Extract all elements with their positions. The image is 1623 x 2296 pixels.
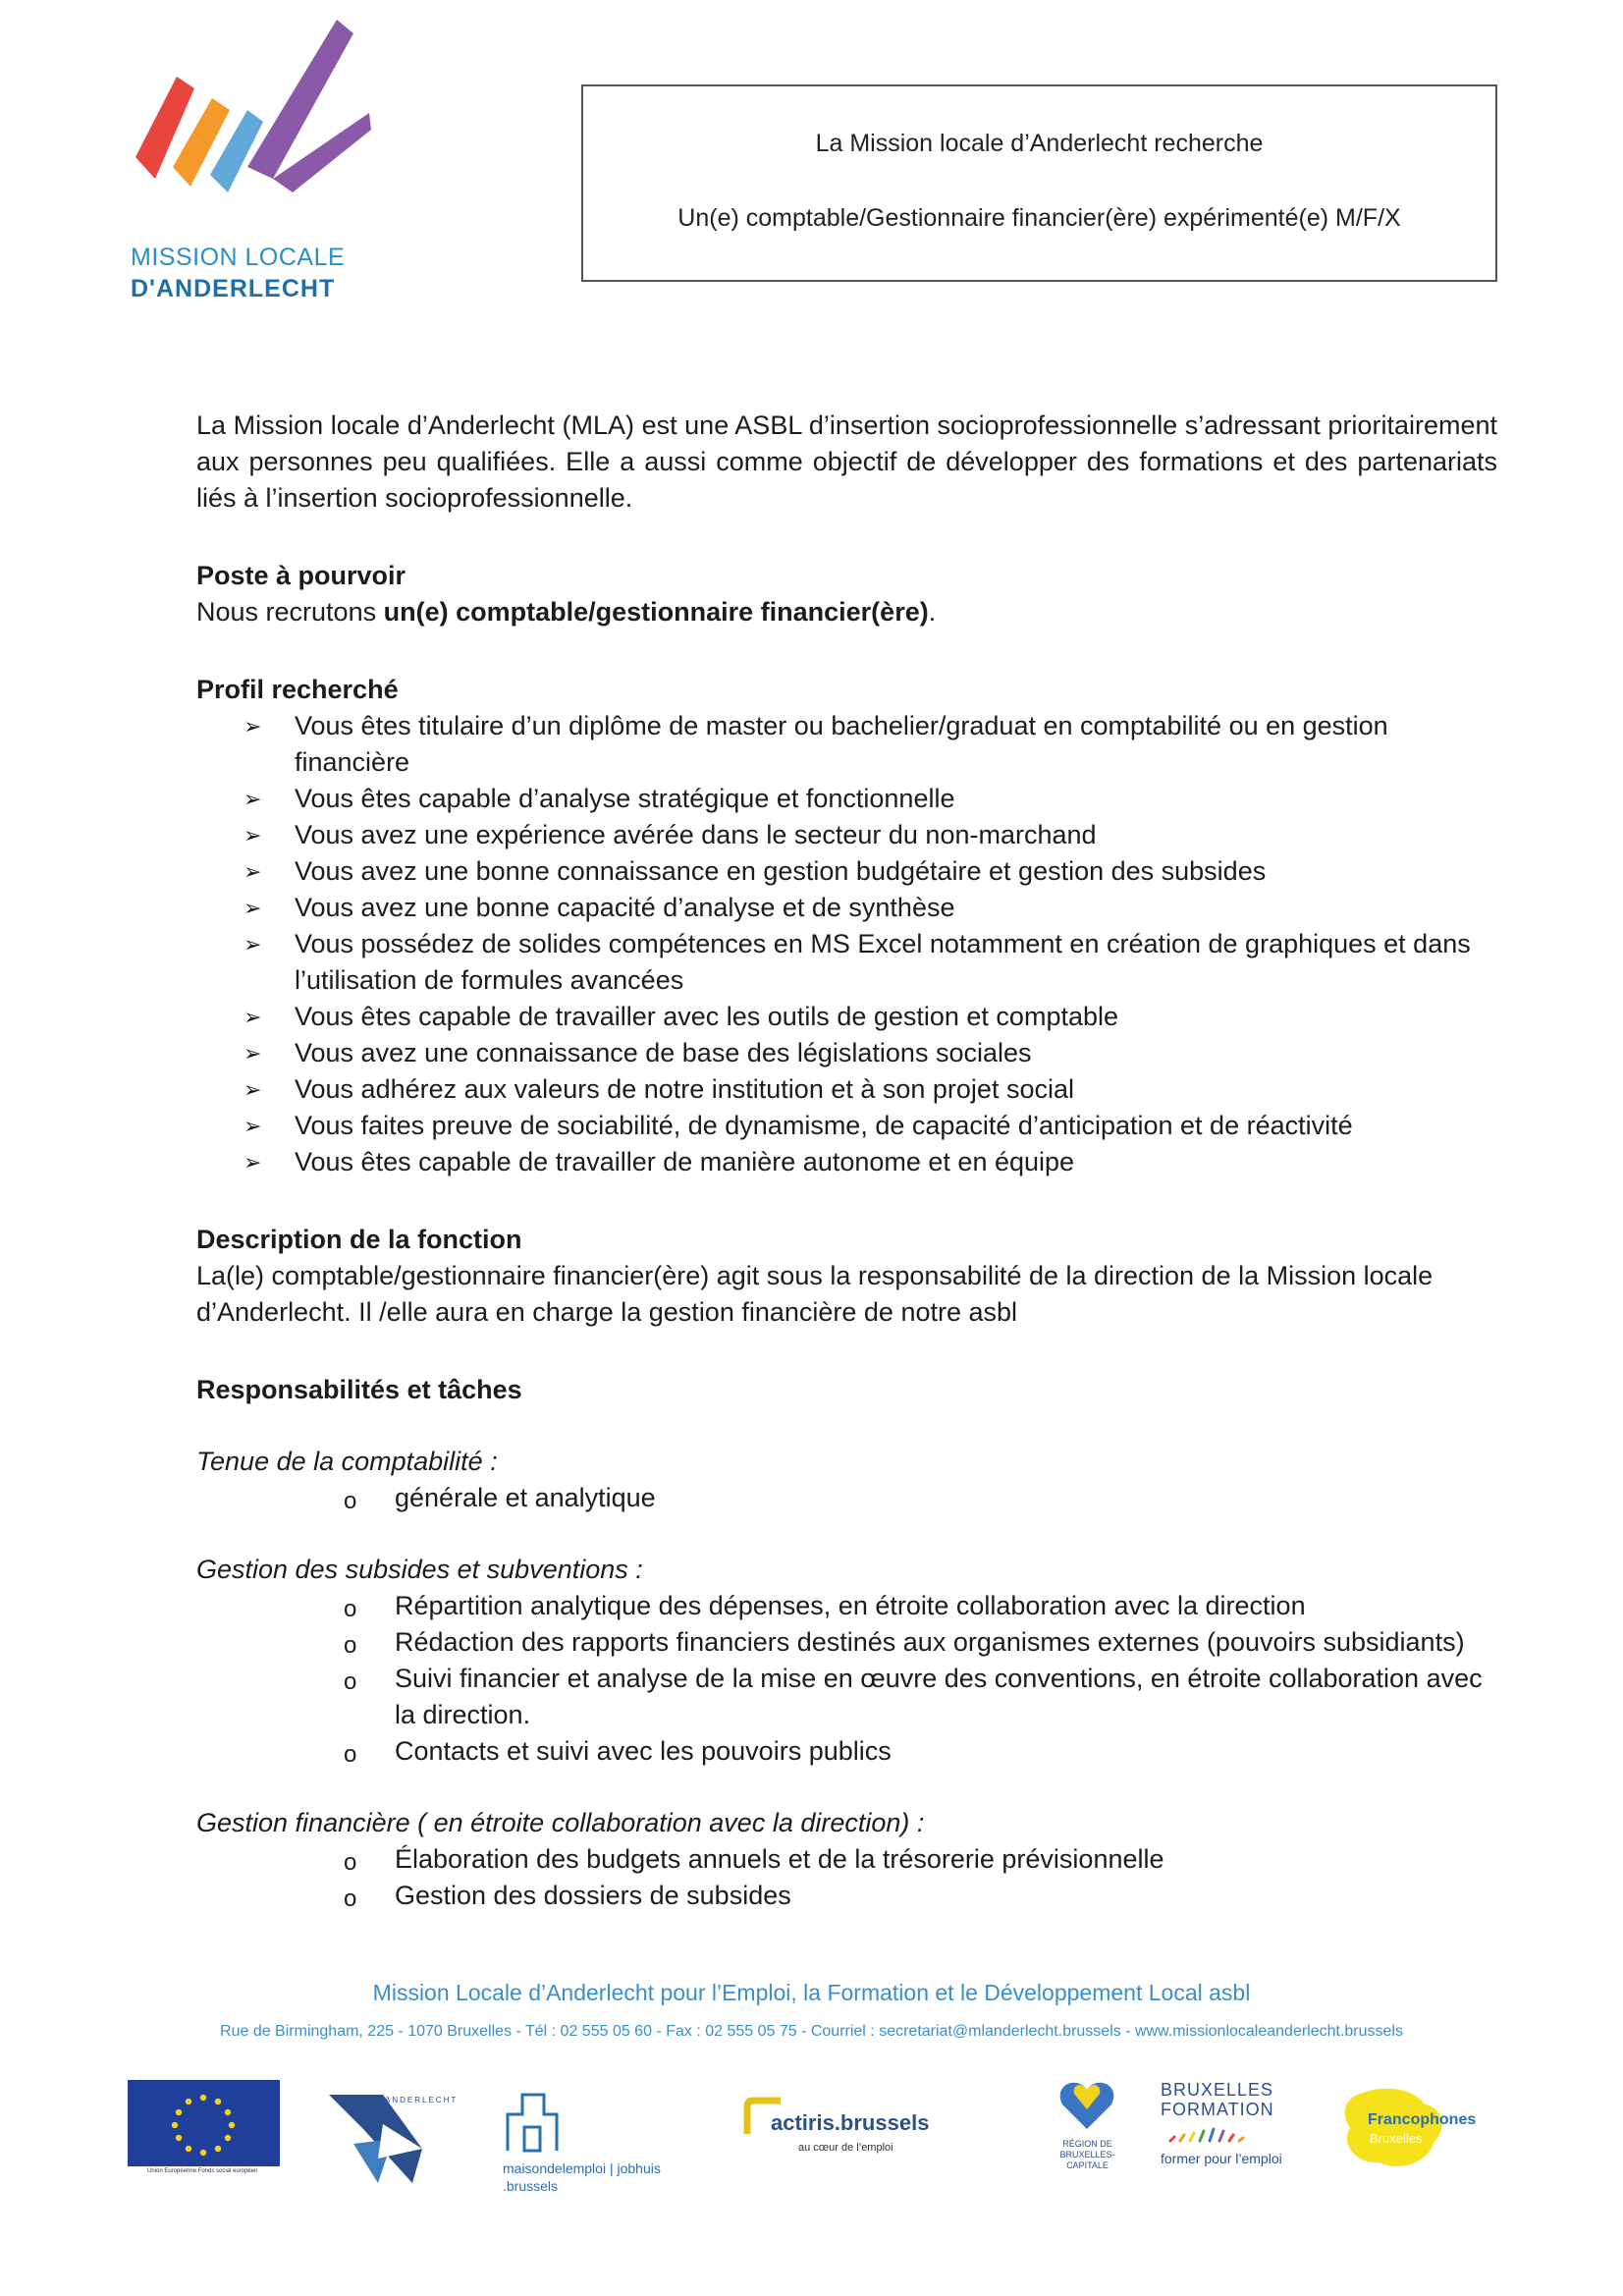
profil-heading: Profil recherché [196, 675, 399, 704]
mde-line-1: maisondelemploi | jobhuis [503, 2160, 661, 2176]
francophones-bruxelles-logo [1340, 2084, 1512, 2177]
list-item-text: Vous adhérez aux valeurs de notre institution et à son projet social [295, 1074, 1074, 1104]
arrowhead-bullet-icon: ➢ [243, 714, 262, 738]
actiris-wordmark: actiris.brussels [771, 2110, 930, 2135]
circle-bullet-icon: o [344, 1668, 357, 1695]
logo-wordmark [131, 242, 345, 304]
list-item [243, 926, 1497, 999]
list-item [344, 1588, 1497, 1624]
bf-line-2: FORMATION [1161, 2100, 1274, 2119]
arrowhead-bullet-icon: ➢ [243, 1077, 262, 1102]
circle-bullet-icon: o [344, 1632, 357, 1659]
list-item-text: générale et analytique [395, 1483, 656, 1512]
circle-bullet-icon: o [344, 1488, 357, 1514]
list-item [243, 1108, 1497, 1144]
list-item-text: Vous avez une bonne connaissance en gestion budgétaire et gestion des subsides [295, 856, 1267, 886]
circle-bullet-icon: o [344, 1886, 357, 1912]
anderlecht-commune-logo [324, 2090, 471, 2188]
poste-text-suffix: . [928, 597, 937, 627]
description-heading: Description de la fonction [196, 1225, 522, 1254]
arrowhead-bullet-icon: ➢ [243, 1005, 262, 1029]
list-item-text: Répartition analytique des dépenses, en étroite collaboration avec la direction [395, 1591, 1306, 1620]
arrowhead-bullet-icon: ➢ [243, 1114, 262, 1138]
list-item [243, 817, 1497, 853]
arrowhead-bullet-icon: ➢ [243, 823, 262, 847]
group-title-financiere: Gestion financière ( en étroite collaboration avec la direction) : [196, 1808, 925, 1837]
mission-locale-logo-icon [126, 20, 371, 228]
circle-bullet-icon: o [344, 1741, 357, 1768]
list-item-text: Suivi financier et analyse de la mise en œuvre des conventions, en étroite collaboration avec la direction. [395, 1664, 1483, 1729]
responsabilites-heading: Responsabilités et tâches [196, 1375, 522, 1404]
mde-line-2: .brussels [503, 2178, 559, 2194]
list-item [344, 1480, 1497, 1516]
list-item-text: Vous êtes titulaire d’un diplôme de master ou bachelier/graduat en comptabilité ou en gestion financière [295, 711, 1388, 777]
eu-flag-logo [128, 2080, 280, 2188]
logo-line-2: D'ANDERLECHT [131, 275, 336, 302]
actiris-logo [743, 2097, 984, 2165]
list-item [243, 853, 1497, 890]
list-item [243, 708, 1497, 781]
title-line-1: La Mission locale d’Anderlecht recherche [815, 130, 1264, 157]
list-item [243, 1144, 1497, 1180]
arrowhead-bullet-icon: ➢ [243, 859, 262, 884]
franco-sub: Bruxelles [1370, 2131, 1423, 2146]
franco-wordmark: Francophones [1368, 2111, 1477, 2128]
title-box [581, 84, 1497, 282]
list-item-text: Élaboration des budgets annuels et de la trésorerie prévisionnelle [395, 1844, 1164, 1874]
description-text: La(le) comptable/gestionnaire financier(ère) agit sous la responsabilité de la direction de la Mission locale d’Anderlecht. Il /elle aura en charge la gestion financière de notre asbl [196, 1261, 1434, 1327]
list-item [344, 1733, 1497, 1770]
title-line-2: Un(e) comptable/Gestionnaire financier(ère) expérimenté(e) M/F/X [677, 204, 1401, 232]
bf-line-1: BRUXELLES [1161, 2080, 1274, 2100]
financiere-list [196, 1841, 1497, 1914]
list-item [344, 1841, 1497, 1878]
region-bruxelles-logo [1021, 2080, 1154, 2198]
arrowhead-bullet-icon: ➢ [243, 1150, 262, 1175]
list-item-text: Vous avez une expérience avérée dans le secteur du non-marchand [295, 820, 1097, 849]
list-item [344, 1661, 1497, 1733]
comptabilite-list [196, 1480, 1497, 1516]
poste-text [196, 594, 1497, 630]
region-line-1: RÉGION DE [1062, 2139, 1112, 2149]
list-item-text: Vous êtes capable d’analyse stratégique et fonctionnelle [295, 784, 955, 813]
poste-heading: Poste à pourvoir [196, 561, 406, 590]
list-item-text: Vous êtes capable de travailler avec les outils de gestion et comptable [295, 1002, 1119, 1031]
list-item-text: Vous êtes capable de travailler de manière autonome et en équipe [295, 1147, 1075, 1176]
list-item-text: Vous faites preuve de sociabilité, de dynamisme, de capacité d’anticipation et de réactivité [295, 1111, 1353, 1140]
group-title-subsides: Gestion des subsides et subventions : [196, 1555, 643, 1584]
maison-emploi-logo [503, 2090, 704, 2198]
profil-list [196, 708, 1497, 1180]
region-caption [1021, 2139, 1154, 2171]
list-item [243, 1035, 1497, 1071]
logo-line-1: MISSION LOCALE [131, 244, 346, 271]
arrowhead-bullet-icon: ➢ [243, 932, 262, 957]
list-item [243, 1071, 1497, 1108]
bruxelles-formation-logo [1157, 2080, 1294, 2183]
subsides-list [196, 1588, 1497, 1770]
bf-dashes-icon [1166, 2125, 1255, 2145]
list-item-text: Vous avez une bonne capacité d’analyse et de synthèse [295, 893, 955, 922]
circle-bullet-icon: o [344, 1596, 357, 1622]
bf-tagline: former pour l’emploi [1161, 2151, 1282, 2166]
list-item [344, 1624, 1497, 1661]
job-description-body [196, 408, 1497, 1914]
list-item [344, 1878, 1497, 1914]
region-line-2: BRUXELLES- [1059, 2150, 1115, 2159]
actiris-tagline: au cœur de l’emploi [798, 2142, 893, 2154]
arrowhead-bullet-icon: ➢ [243, 896, 262, 920]
list-item [243, 999, 1497, 1035]
circle-bullet-icon: o [344, 1849, 357, 1876]
arrowhead-bullet-icon: ➢ [243, 787, 262, 811]
footer-organization: Mission Locale d’Anderlecht pour l’Emploi, la Formation et le Développement Local asbl [372, 1980, 1251, 2005]
list-item-text: Contacts et suivi avec les pouvoirs publics [395, 1736, 892, 1766]
arrowhead-bullet-icon: ➢ [243, 1041, 262, 1066]
list-item [243, 781, 1497, 817]
region-line-3: CAPITALE [1066, 2160, 1109, 2170]
footer-address: Rue de Birmingham, 225 - 1070 Bruxelles - Tél : 02 555 05 60 - Fax : 02 555 05 75 - Courriel : secretariat@mlanderlecht.brussels - www.missionlocaleanderlecht.brussels [220, 2023, 1403, 2040]
list-item-text: Vous avez une connaissance de base des législations sociales [295, 1038, 1032, 1067]
list-item-text: Gestion des dossiers de subsides [395, 1881, 791, 1910]
anderlecht-text: ANDERLECHT [385, 2096, 459, 2105]
intro-paragraph: La Mission locale d’Anderlecht (MLA) est une ASBL d’insertion socioprofessionnelle s’adressant prioritairement aux personnes peu qualifiées. Elle a aussi comme objectif de développer des formations et des partenariats liés à l’insertion socioprofessionnelle. [196, 410, 1497, 513]
poste-text-prefix: Nous recrutons [196, 597, 384, 627]
group-title-comptabilite: Tenue de la comptabilité : [196, 1447, 498, 1476]
eu-caption: Union Européenne Fonds social européen [147, 2168, 258, 2174]
list-item-text: Vous possédez de solides compétences en MS Excel notamment en création de graphiques et dans l’utilisation de formules avancées [295, 929, 1471, 995]
list-item-text: Rédaction des rapports financiers destinés aux organismes externes (pouvoirs subsidiants) [395, 1627, 1465, 1657]
poste-text-bold: un(e) comptable/gestionnaire financier(ère) [383, 597, 929, 627]
list-item [243, 890, 1497, 926]
